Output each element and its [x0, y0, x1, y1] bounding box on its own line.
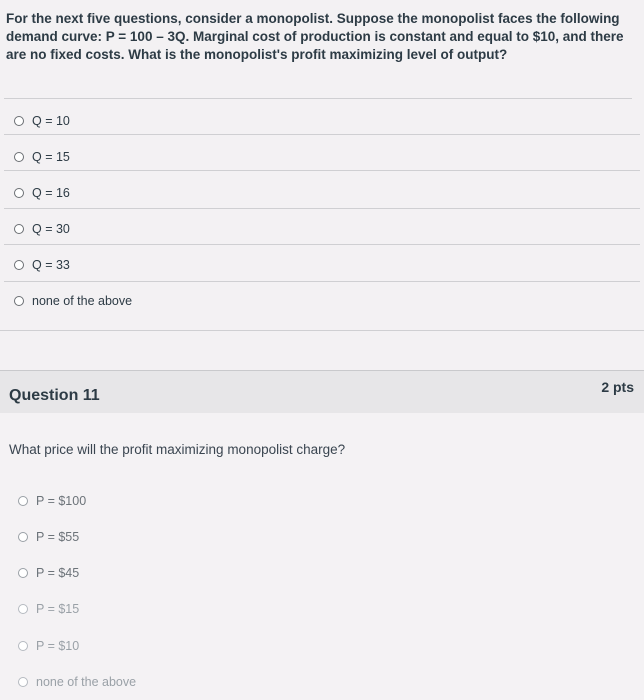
option-label: Q = 33 [32, 258, 70, 272]
option-label: P = $15 [36, 602, 80, 616]
option-label: P = $45 [36, 566, 80, 580]
q11-option-3[interactable] [18, 566, 79, 580]
option-label: Q = 15 [32, 150, 70, 164]
radio-button[interactable] [18, 568, 28, 578]
question-points: 2 pts [601, 379, 634, 395]
q10-option-2[interactable] [14, 150, 70, 164]
radio-button[interactable] [14, 152, 24, 162]
q10-option-6[interactable] [14, 294, 132, 308]
option-label: Q = 16 [32, 186, 70, 200]
divider [4, 281, 640, 282]
option-label: P = $55 [36, 530, 80, 544]
option-label: Q = 10 [32, 114, 70, 128]
divider [4, 134, 640, 135]
q11-option-6[interactable] [18, 675, 136, 689]
q10-option-5[interactable] [14, 258, 70, 272]
option-label: P = $100 [36, 494, 87, 508]
divider [4, 244, 640, 245]
q10-option-1[interactable] [14, 114, 70, 128]
divider [4, 170, 640, 171]
radio-button[interactable] [14, 116, 24, 126]
radio-button[interactable] [18, 496, 28, 506]
divider [4, 98, 632, 99]
question-11-prompt: What price will the profit maximizing monopolist charge? [9, 442, 346, 457]
question-11-header [0, 370, 644, 414]
radio-button[interactable] [14, 224, 24, 234]
option-label: P = $10 [36, 639, 80, 653]
question-10-prompt: For the next five questions, consider a monopolist. Suppose the monopolist faces the following demand curve: P = 100 – 3Q. Marginal cost of production is constant and equal to $10, and there are no fixed costs. What is the monopolist's profit maximizing level of output? [6, 11, 624, 62]
radio-button[interactable] [18, 532, 28, 542]
option-label: none of the above [36, 675, 137, 689]
radio-button[interactable] [14, 296, 24, 306]
question-title: Question 11 [9, 387, 100, 404]
divider [0, 330, 644, 331]
option-label: none of the above [32, 294, 133, 308]
q10-option-4[interactable] [14, 222, 70, 236]
q11-option-1[interactable] [18, 494, 86, 508]
divider [4, 208, 640, 209]
radio-button[interactable] [18, 604, 28, 614]
q11-option-4[interactable] [18, 602, 79, 616]
option-label: Q = 30 [32, 222, 70, 236]
radio-button[interactable] [14, 260, 24, 270]
q10-option-3[interactable] [14, 186, 70, 200]
radio-button[interactable] [14, 188, 24, 198]
q11-option-5[interactable] [18, 639, 79, 653]
radio-button[interactable] [18, 641, 28, 651]
q11-option-2[interactable] [18, 530, 79, 544]
radio-button[interactable] [18, 677, 28, 687]
